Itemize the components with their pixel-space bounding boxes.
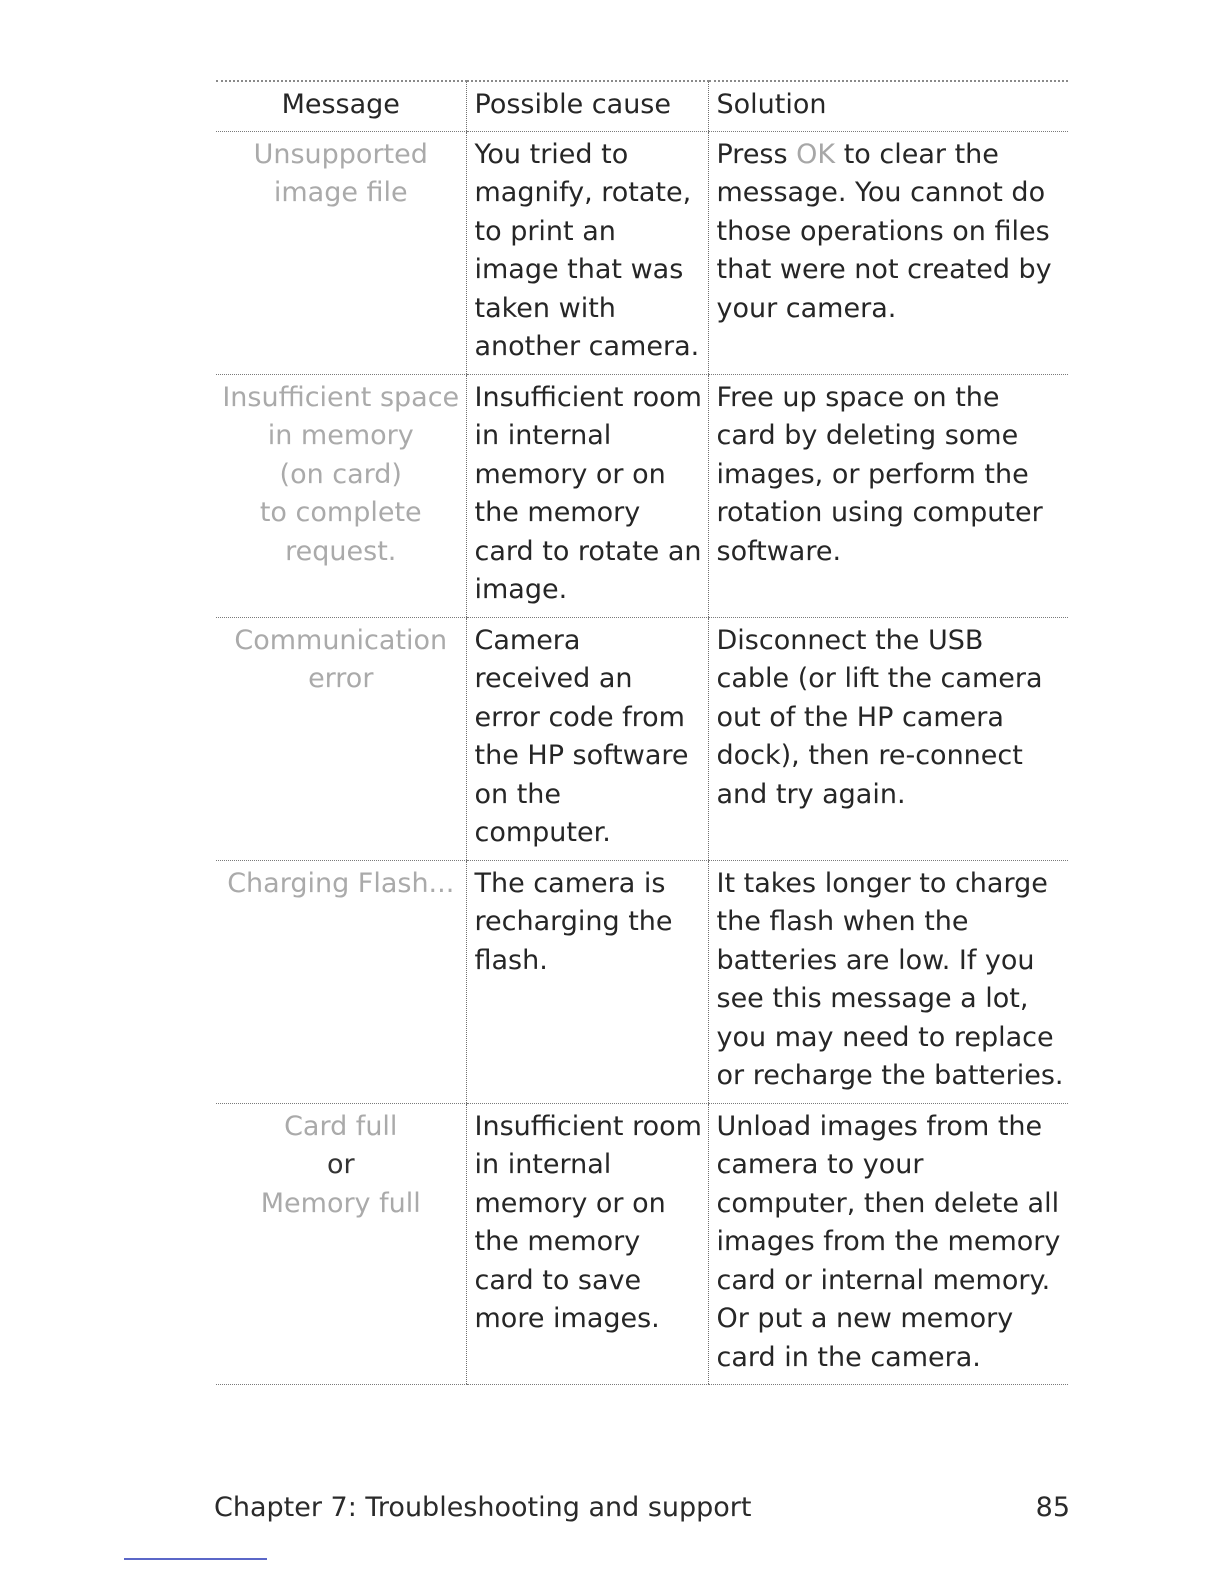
page-number: 85 xyxy=(1035,1492,1070,1523)
message-line: image file xyxy=(273,177,408,208)
table-header-row xyxy=(216,81,1068,131)
chapter-title: Chapter 7: Troubleshooting and support xyxy=(214,1492,752,1523)
solution-cell: Unload images from the camera to your computer, then delete all images from the memory card or internal memory. Or put a new memory card in the camera. xyxy=(708,1103,1068,1385)
message-cell xyxy=(216,860,466,1103)
message-line: Insufficient space xyxy=(222,381,460,413)
cause-cell: You tried to magnify, rotate, to print an image that was taken with another camera. xyxy=(466,131,708,374)
cause-cell: Insufficient room in internal memory or on the memory card to rotate an image. xyxy=(466,374,708,617)
message-cell xyxy=(216,374,466,617)
solution-text: to clear the message. You cannot do those operations on files that were not created by your camera. xyxy=(716,138,1052,324)
footer-divider xyxy=(124,1558,267,1560)
header-message: Message xyxy=(216,81,466,131)
table-row xyxy=(216,131,1068,374)
solution-cell xyxy=(708,131,1068,374)
solution-cell: Disconnect the USB cable (or lift the camera out of the HP camera dock), then re-connect and try again. xyxy=(708,617,1068,860)
header-possible-cause: Possible cause xyxy=(466,81,708,131)
ok-button-label: OK xyxy=(796,138,836,170)
message-line: request. xyxy=(285,535,397,567)
cause-cell: Camera received an error code from the HP software on the computer. xyxy=(466,617,708,860)
cause-cell: Insufficient room in internal memory or on the memory card to save more images. xyxy=(466,1103,708,1385)
solution-cell: It takes longer to charge the flash when the batteries are low. If you see this message a lot, you may need to replace or recharge the batteries. xyxy=(708,860,1068,1103)
table-row xyxy=(216,617,1068,860)
message-line: to complete xyxy=(259,497,422,528)
message-line: Memory full xyxy=(260,1187,421,1219)
message-cell xyxy=(216,131,466,374)
cause-cell: The camera is recharging the flash. xyxy=(466,860,708,1103)
solution-cell: Free up space on the card by deleting some images, or perform the rotation using computer software. xyxy=(708,374,1068,617)
message-line: Communication xyxy=(234,624,448,656)
message-line: Charging Flash... xyxy=(227,867,455,899)
message-cell xyxy=(216,1103,466,1385)
message-cell xyxy=(216,617,466,860)
message-or-connector: or xyxy=(326,1149,355,1180)
message-line: Unsupported xyxy=(253,138,428,170)
message-line: error xyxy=(308,663,374,694)
table-row xyxy=(216,860,1068,1103)
solution-text: Press xyxy=(716,138,797,170)
page-footer xyxy=(214,1488,1070,1528)
table-row xyxy=(216,1103,1068,1385)
message-line: (on card) xyxy=(279,458,402,490)
message-line: in memory xyxy=(267,420,414,451)
header-solution: Solution xyxy=(708,81,1068,131)
error-message-table xyxy=(216,80,1068,1385)
message-line: Card full xyxy=(284,1110,398,1142)
table-row xyxy=(216,374,1068,617)
